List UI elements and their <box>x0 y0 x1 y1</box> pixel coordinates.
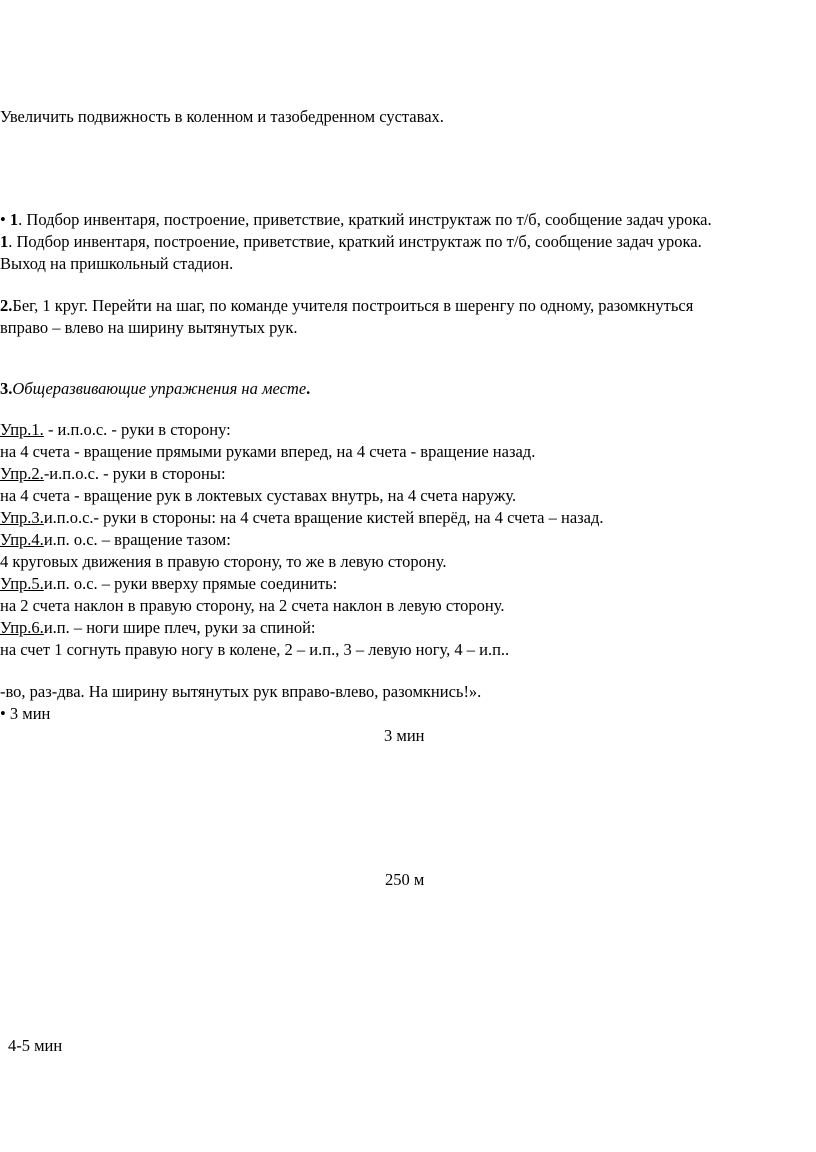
exercise-6-start: и.п. – ноги шире плеч, руки за спиной: <box>43 618 316 637</box>
exercise-2-head <box>0 463 226 485</box>
item-1-number-repeat: 1 <box>0 232 9 251</box>
exercise-5-start: и.п. о.с. – руки вверху прямые соединить: <box>43 574 338 593</box>
item-3-title: Общеразвивающие упражнения на месте <box>12 379 307 398</box>
exercise-3-start: и.п.о.с.- руки в стороны: на 4 счета вращение кистей вперёд, на 4 счета – назад. <box>43 508 604 527</box>
item-3-dot: . <box>306 379 311 398</box>
exercise-3-head <box>0 507 604 529</box>
item-1-exit: Выход на пришкольный стадион. <box>0 254 234 273</box>
command-text: -во, раз-два. На ширину вытянутых рук вправо-влево, разомкнись!». <box>0 682 482 701</box>
time-3: 4-5 мин <box>8 1036 63 1055</box>
exercise-2-start: -и.п.о.с. - руки в стороны: <box>43 464 226 483</box>
exercise-4-label: Упр.4. <box>0 530 44 549</box>
exercise-5-head <box>0 573 337 595</box>
exercise-2-label: Упр.2. <box>0 464 44 483</box>
exercise-1-body: на 4 счета - вращение прямыми руками вперед, на 4 счета - вращение назад. <box>0 442 536 461</box>
item-1-text: . Подбор инвентаря, построение, приветствие, краткий инструктаж по т/б, сообщение задач урока. <box>18 210 712 229</box>
exercise-5-label: Упр.5. <box>0 574 44 593</box>
exercise-3-label: Упр.3. <box>0 508 44 527</box>
exercise-1-head <box>0 419 231 441</box>
lesson-goal: Увеличить подвижность в коленном и тазобедренном суставах. <box>0 107 444 126</box>
item-1-bullet-line <box>0 209 712 231</box>
item-1-text-repeat: . Подбор инвентаря, построение, приветствие, краткий инструктаж по т/б, сообщение задач урока. <box>8 232 702 251</box>
time-1: 3 мин <box>9 704 51 723</box>
exercise-6-body: на счет 1 согнуть правую ногу в колене, 2 – и.п., 3 – левую ногу, 4 – и.п.. <box>0 640 510 659</box>
item-2-line2: вправо – влево на ширину вытянутых рук. <box>0 318 298 337</box>
time-bullet-line <box>0 703 50 725</box>
exercise-4-body: 4 круговых движения в правую сторону, то же в левую сторону. <box>0 552 447 571</box>
bullet-icon: • <box>0 210 6 229</box>
time-2: 3 мин <box>384 726 425 745</box>
distance-value: 250 м <box>385 870 425 889</box>
item-1-number: 1 <box>9 210 19 229</box>
bullet-icon: • <box>0 704 6 723</box>
exercise-1-label: Упр.1. <box>0 420 44 439</box>
item-2-line1 <box>0 295 693 317</box>
exercise-6-label: Упр.6. <box>0 618 44 637</box>
exercise-4-head <box>0 529 231 551</box>
item-3-number: 3. <box>0 379 13 398</box>
item-3-heading <box>0 378 310 400</box>
item-2-number: 2. <box>0 296 13 315</box>
exercise-4-start: и.п. о.с. – вращение тазом: <box>43 530 231 549</box>
item-1-line <box>0 231 702 253</box>
exercise-1-start: - и.п.о.с. - руки в сторону: <box>43 420 231 439</box>
exercise-2-body: на 4 счета - вращение рук в локтевых суставах внутрь, на 4 счета наружу. <box>0 486 517 505</box>
item-2-text: Бег, 1 круг. Перейти на шаг, по команде учителя построиться в шеренгу по одному, разомкнуться <box>12 296 694 315</box>
exercise-6-head <box>0 617 315 639</box>
exercise-5-body: на 2 счета наклон в правую сторону, на 2 счета наклон в левую сторону. <box>0 596 505 615</box>
